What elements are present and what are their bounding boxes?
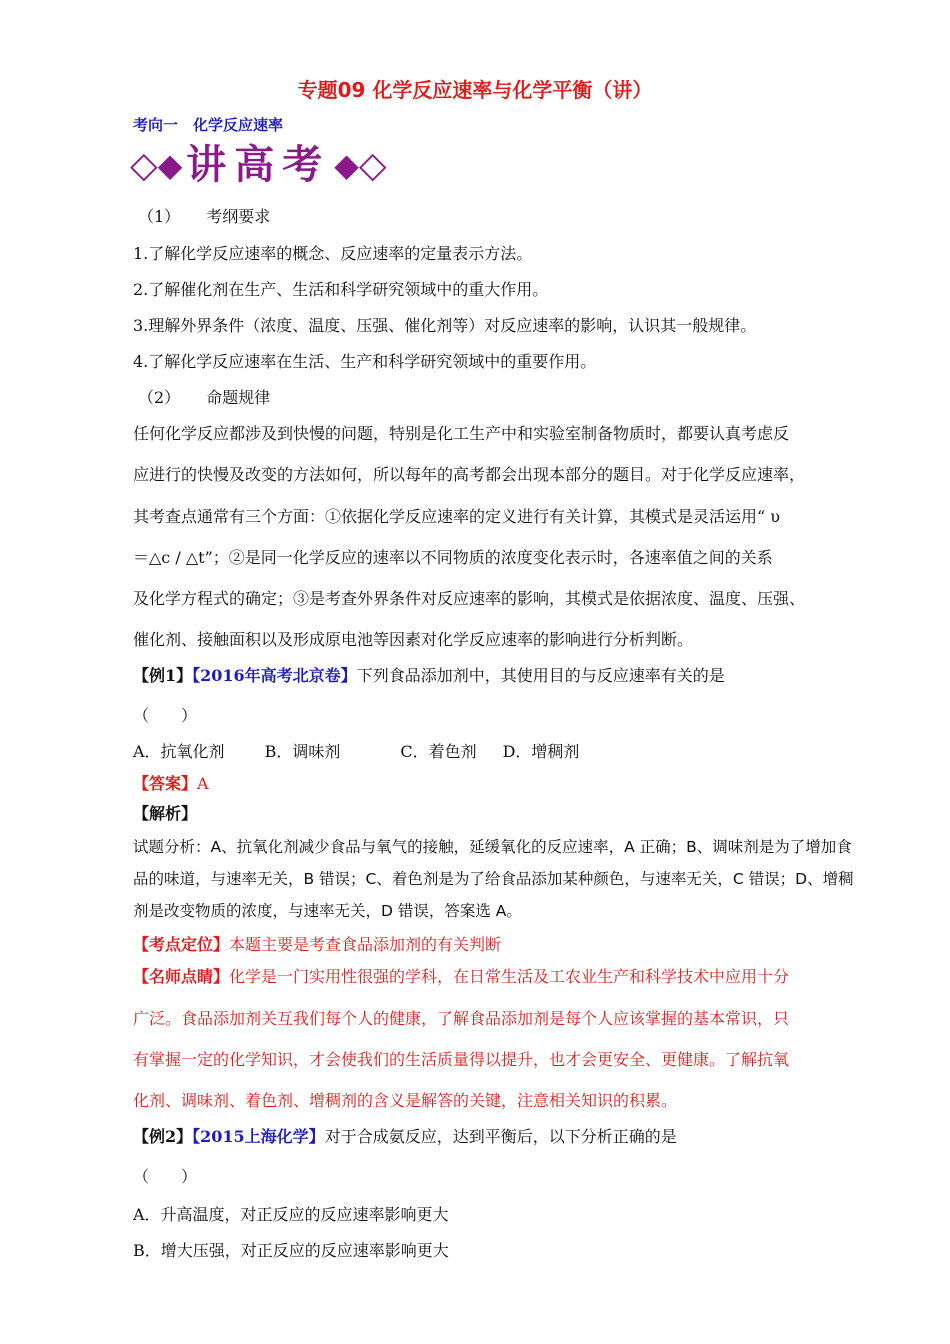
hollow-diamond-icon: ◇ — [130, 144, 158, 186]
tip-line — [133, 966, 789, 988]
tip-line: 广泛。食品添加剂关互我们每个人的健康，了解食品添加剂是每个人应该掌握的基本常识，只 — [133, 1009, 790, 1028]
syllabus-item: 3.理解外界条件（浓度、温度、压强、催化剂等）对反应速率的影响，认识其一般规律。 — [133, 316, 757, 335]
option-a: A．抗氧化剂 — [133, 742, 225, 761]
tip-line: 化剂、调味剂、着色剂、增稠剂的含义是解答的关键，注意相关知识的积累。 — [133, 1091, 678, 1110]
answer-line — [133, 773, 209, 795]
example2-question — [133, 1126, 677, 1148]
syllabus-heading — [138, 206, 270, 228]
example-label: 【例2】 — [133, 1127, 193, 1146]
option-d: D．增稠剂 — [502, 742, 580, 761]
answer-value: A — [197, 774, 209, 793]
analysis-label: 【解析】 — [133, 804, 198, 823]
example1-options — [133, 741, 579, 763]
key-point-label: 【考点定位】 — [133, 935, 230, 954]
page-title: 专题09 化学反应速率与化学平衡（讲） — [297, 78, 653, 102]
key-point — [133, 934, 501, 956]
question-text: 下列食品添加剂中，其使用目的与反应速率有关的是 — [356, 666, 725, 685]
syllabus-item: 4.了解化学反应速率在生活、生产和科学研究领域中的重要作用。 — [133, 352, 597, 371]
answer-label: 【答案】 — [133, 774, 198, 793]
analysis-line: 品的味道，与速率无关，B 错误；C、着色剂是为了给食品添加某种颜色，与速率无关，C 错误；D、增稠 — [133, 870, 854, 888]
banner-text: 讲高考 — [186, 141, 331, 188]
answer-blank: （ ） — [133, 1167, 198, 1186]
answer-blank: （ ） — [133, 706, 198, 725]
key-point-text: 本题主要是考查食品添加剂的有关判断 — [229, 935, 502, 954]
example-source: 【2016年高考北京卷】 — [192, 666, 357, 685]
hollow-diamond-icon: ◇ — [358, 144, 387, 186]
syllabus-item: 1.了解化学反应速率的概念、反应速率的定量表示方法。 — [133, 244, 533, 263]
rules-line: 其考查点通常有三个方面：①依据化学反应速率的定义进行有关计算，其模式是灵活运用“ υ — [133, 507, 780, 526]
option-a: A．升高温度，对正反应的反应速率影响更大 — [133, 1205, 449, 1224]
heading-number: （1） — [138, 207, 181, 226]
tip-label: 【名师点睛】 — [133, 967, 230, 986]
banner — [130, 142, 387, 188]
option-b: B．调味剂 — [264, 742, 341, 761]
option-c: C．着色剂 — [400, 742, 477, 761]
option-b: B．增大压强，对正反应的反应速率影响更大 — [133, 1241, 449, 1260]
tip-line: 有掌握一定的化学知识，才会使我们的生活质量得以提升，也才会更安全、更健康。了解抗氧 — [133, 1050, 790, 1069]
section-heading: 考向一 化学反应速率 — [133, 116, 284, 134]
filled-diamond-icon: ◆ — [334, 146, 359, 184]
example-label: 【例1】 — [133, 666, 193, 685]
rules-line: 应进行的快慢及改变的方法如何，所以每年的高考都会出现本部分的题目。对于化学反应速率， — [133, 465, 806, 484]
rules-line: 及化学方程式的确定；③是考查外界条件对反应速率的影响，其模式是依据浓度、温度、压强、 — [133, 589, 806, 608]
heading-text: 命题规律 — [206, 388, 271, 407]
rules-heading — [138, 387, 270, 409]
rules-line: ＝△c / △t”；②是同一化学反应的速率以不同物质的浓度变化表示时，各速率值之间的关系 — [133, 548, 773, 567]
heading-text: 考纲要求 — [206, 207, 271, 226]
rules-line: 任何化学反应都涉及到快慢的问题，特别是化工生产中和实验室制备物质时，都要认真考虑反 — [133, 424, 790, 443]
example-source: 【2015上海化学】 — [192, 1127, 325, 1146]
tip-text: 化学是一门实用性很强的学科，在日常生活及工农业生产和科学技术中应用十分 — [229, 967, 790, 986]
example1-question — [133, 665, 725, 687]
analysis-line: 剂是改变物质的浓度，与速率无关，D 错误，答案选 A。 — [133, 902, 522, 920]
rules-line: 催化剂、接触面积以及形成原电池等因素对化学反应速率的影响进行分析判断。 — [133, 630, 694, 649]
heading-number: （2） — [138, 388, 181, 407]
filled-diamond-icon: ◆ — [157, 146, 183, 184]
analysis-line: 试题分析：A、抗氧化剂减少食品与氧气的接触，延缓氧化的反应速率，A 正确；B、调味剂是为了增加食 — [133, 838, 852, 856]
syllabus-item: 2.了解催化剂在生产、生活和科学研究领域中的重大作用。 — [133, 280, 549, 299]
question-text: 对于合成氨反应，达到平衡后，以下分析正确的是 — [324, 1127, 677, 1146]
